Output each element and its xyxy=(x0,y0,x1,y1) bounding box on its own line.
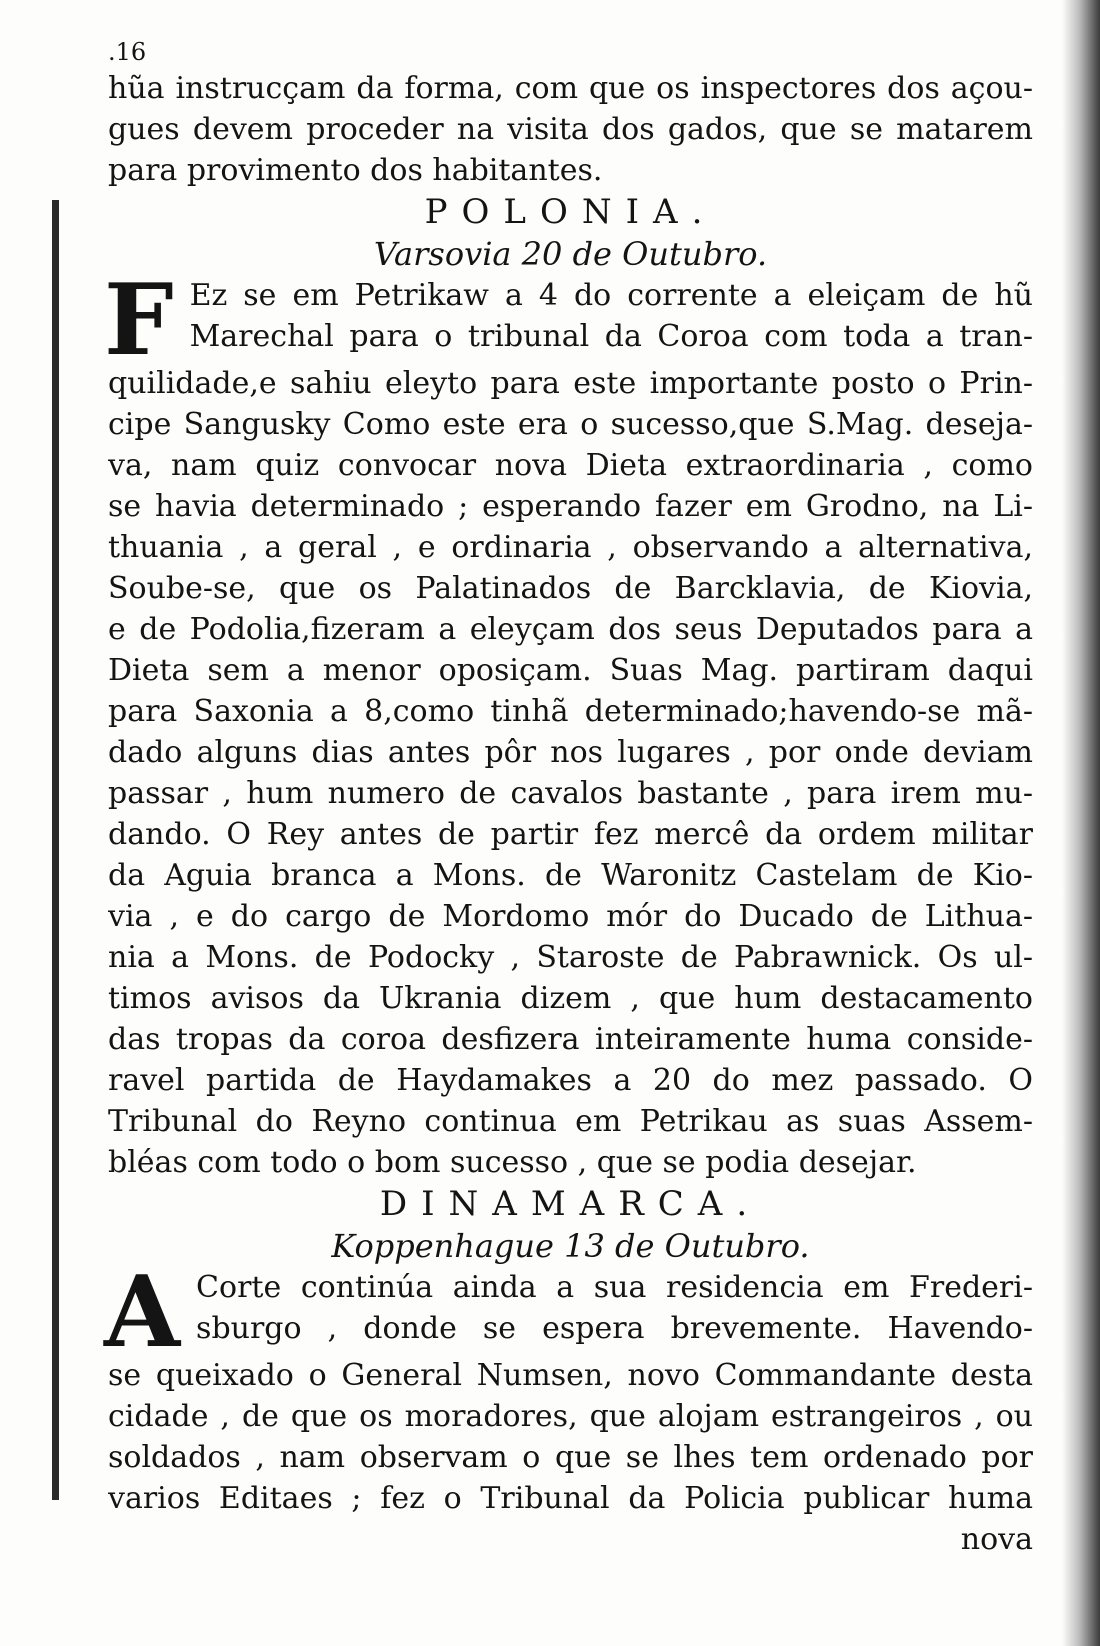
text-line: via , e do cargo de Mordomo mór do Ducado de Lithua- xyxy=(108,899,1033,934)
text-line: passar , hum numero de cavalos bastante , para irem mu- xyxy=(108,776,1033,811)
text-line: se queixado o General Numsen, novo Commandante desta xyxy=(108,1358,1033,1393)
text-line: dado alguns dias antes pôr nos lugares , por onde deviam xyxy=(108,735,1033,770)
text-line: gues devem proceder na visita dos gados, que se matarem xyxy=(108,112,1033,147)
text-line: ravel partida de Haydamakes a 20 do mez passado. O xyxy=(108,1063,1033,1098)
section-heading-polonia: POLONIA. xyxy=(424,192,717,232)
text-line: e de Podolia,fizeram a eleyçam dos seus Deputados para a xyxy=(108,612,1033,647)
text-line: sburgo , donde se espera brevemente. Havendo- xyxy=(196,1311,1033,1346)
drop-cap: A xyxy=(104,1255,181,1370)
text-line: Tribunal do Reyno continua em Petrikau as suas Assem- xyxy=(108,1104,1033,1139)
text-line: dando. O Rey antes de partir fez mercê da ordem militar xyxy=(108,817,1033,852)
section-heading-dinamarca: DINAMARCA. xyxy=(379,1184,762,1224)
text-line: das tropas da coroa desfizera inteiramente huma conside- xyxy=(108,1022,1033,1057)
text-line: varios Editaes ; fez o Tribunal da Policia publicar huma xyxy=(108,1481,1033,1516)
left-margin-rule xyxy=(52,200,59,1500)
text-line: da Aguia branca a Mons. de Waronitz Castelam de Kio- xyxy=(108,858,1033,893)
text-line: para provimento dos habitantes. xyxy=(108,153,603,188)
text-line: cidade , de que os moradores, que alojam estrangeiros , ou xyxy=(108,1399,1033,1434)
text-line: quilidade,e sahiu eleyto para este importante posto o Prin- xyxy=(108,366,1033,401)
text-line: Dieta sem a menor oposiçam. Suas Mag. partiram daqui xyxy=(108,653,1033,688)
text-line: timos avisos da Ukrania dizem , que hum destacamento xyxy=(108,981,1033,1016)
text-line: nia a Mons. de Podocky , Staroste de Pabrawnick. Os ul- xyxy=(108,940,1033,975)
text-line: soldados , nam observam o que se lhes tem ordenado por xyxy=(108,1440,1033,1475)
text-line: Corte continúa ainda a sua residencia em Frederi- xyxy=(196,1270,1033,1305)
catchword: nova xyxy=(960,1522,1033,1557)
drop-cap: F xyxy=(104,263,174,378)
intro-paragraph xyxy=(108,68,1033,191)
article-dinamarca xyxy=(104,1255,1033,1519)
dateline-koppenhague: Koppenhague 13 de Outubro. xyxy=(331,1227,810,1265)
text-line: cipe Sangusky Como este era o sucesso,que S.Mag. deseja- xyxy=(108,407,1033,442)
text-line: Ez se em Petrikaw a 4 do corrente a eleiçam de hũ xyxy=(189,278,1033,313)
text-line: hũa instrucçam da forma, com que os inspectores dos açou- xyxy=(108,71,1033,106)
text-line: va, nam quiz convocar nova Dieta extraordinaria , como xyxy=(108,448,1033,483)
text-line: para Saxonia a 8,como tinhã determinado;havendo-se mã- xyxy=(108,694,1033,729)
text-line: thuania , a geral , e ordinaria , observando a alternativa, xyxy=(108,530,1033,565)
page-text xyxy=(104,38,1033,1560)
dateline-varsovia: Varsovia 20 de Outubro. xyxy=(373,235,768,273)
text-line: bléas com todo o bom sucesso , que se podia desejar. xyxy=(108,1145,917,1180)
text-line: se havia determinado ; esperando fazer em Grodno, na Li- xyxy=(108,489,1033,524)
text-line: Soube-se, que os Palatinados de Barcklavia, de Kiovia, xyxy=(108,571,1033,606)
article-polonia xyxy=(104,263,1033,1183)
text-line: Marechal para o tribunal da Coroa com toda a tran- xyxy=(189,319,1033,354)
page-number: .16 xyxy=(108,38,147,66)
page-edge-shadow xyxy=(1062,0,1100,1646)
